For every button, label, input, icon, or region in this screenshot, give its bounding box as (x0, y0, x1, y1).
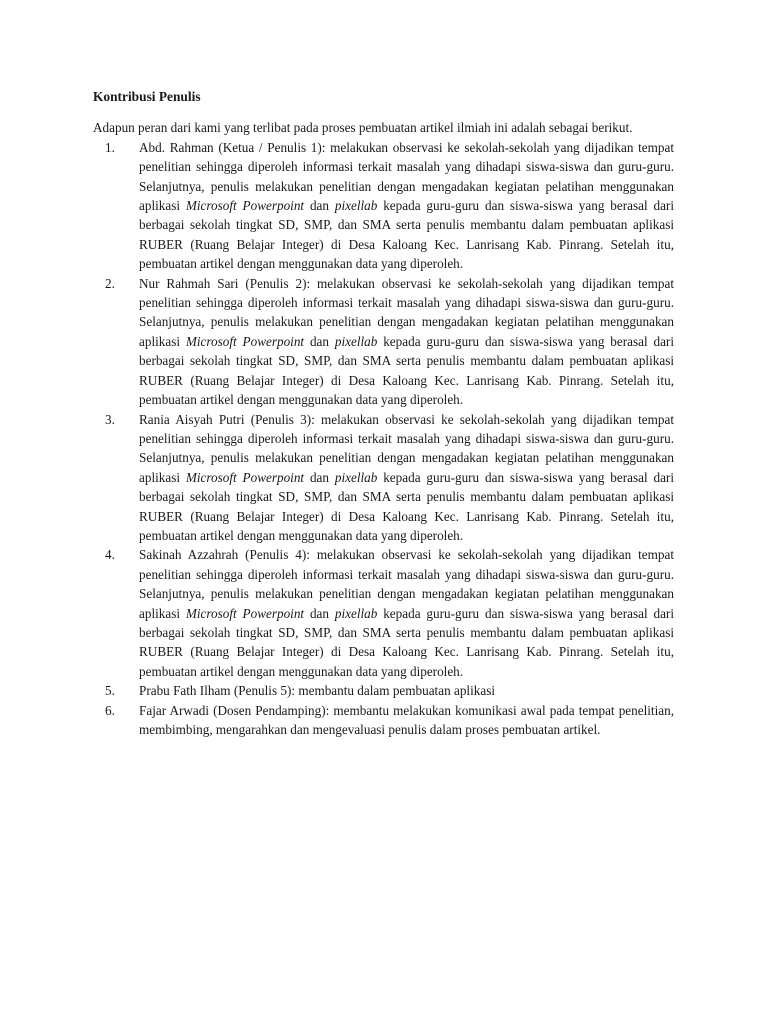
list-item-number: 1. (105, 139, 115, 155)
list-item-number: 4. (105, 547, 115, 563)
list-item-number: 6. (105, 702, 115, 718)
intro-paragraph: Adapun peran dari kami yang terlibat pada proses pembuatan artikel ilmiah ini adalah sebagai berikut. (93, 120, 633, 136)
italic-text-segment: Microsoft Powerpoint (185, 605, 305, 621)
text-segment: Fajar Arwadi (Dosen Pendamping): membantu melakukan komunikasi awal pada tempat penelitian, membimbing, mengarahkan dan mengevaluasi penulis dalam proses pembuatan artikel. (139, 702, 674, 737)
text-segment: Rania Aisyah Putri (Penulis 3): melakukan observasi ke sekolah-sekolah yang dijadikan tempat penelitian sehingga diperoleh informasi terkait masalah yang dihadapi siswa-siswa dan guru-guru. Selanjutnya, penulis melakukan penelitian dengan mengadakan kegiatan pelatihan menggunakan aplikasi (139, 411, 674, 485)
list-item-number: 2. (105, 275, 115, 291)
list-item (93, 138, 674, 274)
document-page (93, 87, 674, 739)
list-item-number: 5. (105, 683, 115, 699)
list-item (93, 545, 674, 681)
list-item (93, 701, 674, 740)
italic-text-segment: pixellab (334, 333, 378, 349)
italic-text-segment: Microsoft Powerpoint (185, 469, 305, 485)
list-item-text (139, 140, 674, 271)
list-item-text (139, 683, 495, 698)
italic-text-segment: pixellab (334, 605, 378, 621)
text-segment: kepada guru-guru dan siswa-siswa yang berasal dari berbagai sekolah tingkat SD, SMP, dan SMA serta penulis membantu dalam pembuatan aplikasi RUBER (Ruang Belajar Integer) di Desa Kaloang Kec. Lanrisang Kab. Pinrang. Setelah itu, pembuatan artikel dengan menggunakan data yang diperoleh. (139, 469, 674, 543)
text-segment: Sakinah Azzahrah (Penulis 4): melakukan observasi ke sekolah-sekolah yang dijadikan tempat penelitian sehingga diperoleh informasi terkait masalah yang dihadapi siswa-siswa dan guru-guru. Selanjutnya, penulis melakukan penelitian dengan mengadakan kegiatan pelatihan menggunakan aplikasi (139, 547, 674, 621)
contribution-list (93, 138, 674, 740)
list-item-text (139, 412, 674, 543)
italic-text-segment: Microsoft Powerpoint (185, 333, 305, 349)
italic-text-segment: pixellab (334, 198, 378, 214)
list-item-number: 3. (105, 411, 115, 427)
text-segment: dan (304, 605, 335, 621)
italic-text-segment: pixellab (334, 469, 378, 485)
italic-text-segment: Microsoft Powerpoint (185, 198, 305, 214)
list-item-text (139, 276, 674, 407)
list-item (93, 274, 674, 410)
text-segment: dan (304, 333, 335, 349)
list-item-text (139, 547, 674, 678)
section-heading: Kontribusi Penulis (93, 89, 201, 104)
list-item-text (139, 703, 674, 737)
text-segment: kepada guru-guru dan siswa-siswa yang berasal dari berbagai sekolah tingkat SD, SMP, dan SMA serta penulis membantu dalam pembuatan aplikasi RUBER (Ruang Belajar Integer) di Desa Kaloang Kec. Lanrisang Kab. Pinrang. Setelah itu, pembuatan artikel dengan menggunakan data yang diperoleh. (139, 198, 674, 272)
list-item (93, 681, 674, 700)
text-segment: kepada guru-guru dan siswa-siswa yang berasal dari berbagai sekolah tingkat SD, SMP, dan SMA serta penulis membantu dalam pembuatan aplikasi RUBER (Ruang Belajar Integer) di Desa Kaloang Kec. Lanrisang Kab. Pinrang. Setelah itu, pembuatan artikel dengan menggunakan data yang diperoleh. (139, 333, 674, 408)
text-segment: dan (304, 198, 335, 214)
list-item (93, 410, 674, 546)
text-segment: Abd. Rahman (Ketua / Penulis 1): melakukan observasi ke sekolah-sekolah yang dijadikan tempat penelitian sehingga diperoleh informasi terkait masalah yang dihadapi siswa-siswa dan guru-guru. Selanjutnya, penulis melakukan penelitian dengan mengadakan kegiatan pelatihan menggunakan aplikasi (139, 139, 674, 214)
text-segment: Prabu Fath Ilham (Penulis 5): membantu dalam pembuatan aplikasi (139, 683, 495, 699)
text-segment: Nur Rahmah Sari (Penulis 2): melakukan observasi ke sekolah-sekolah yang dijadikan tempat penelitian sehingga diperoleh informasi terkait masalah yang dihadapi siswa-siswa dan guru-guru. Selanjutnya, penulis melakukan penelitian dengan mengadakan kegiatan pelatihan menggunakan aplikasi (139, 275, 674, 349)
text-segment: dan (304, 469, 335, 485)
text-segment: kepada guru-guru dan siswa-siswa yang berasal dari berbagai sekolah tingkat SD, SMP, dan SMA serta penulis membantu dalam pembuatan aplikasi RUBER (Ruang Belajar Integer) di Desa Kaloang Kec. Lanrisang Kab. Pinrang. Setelah itu, pembuatan artikel dengan menggunakan data yang diperoleh. (139, 605, 674, 679)
